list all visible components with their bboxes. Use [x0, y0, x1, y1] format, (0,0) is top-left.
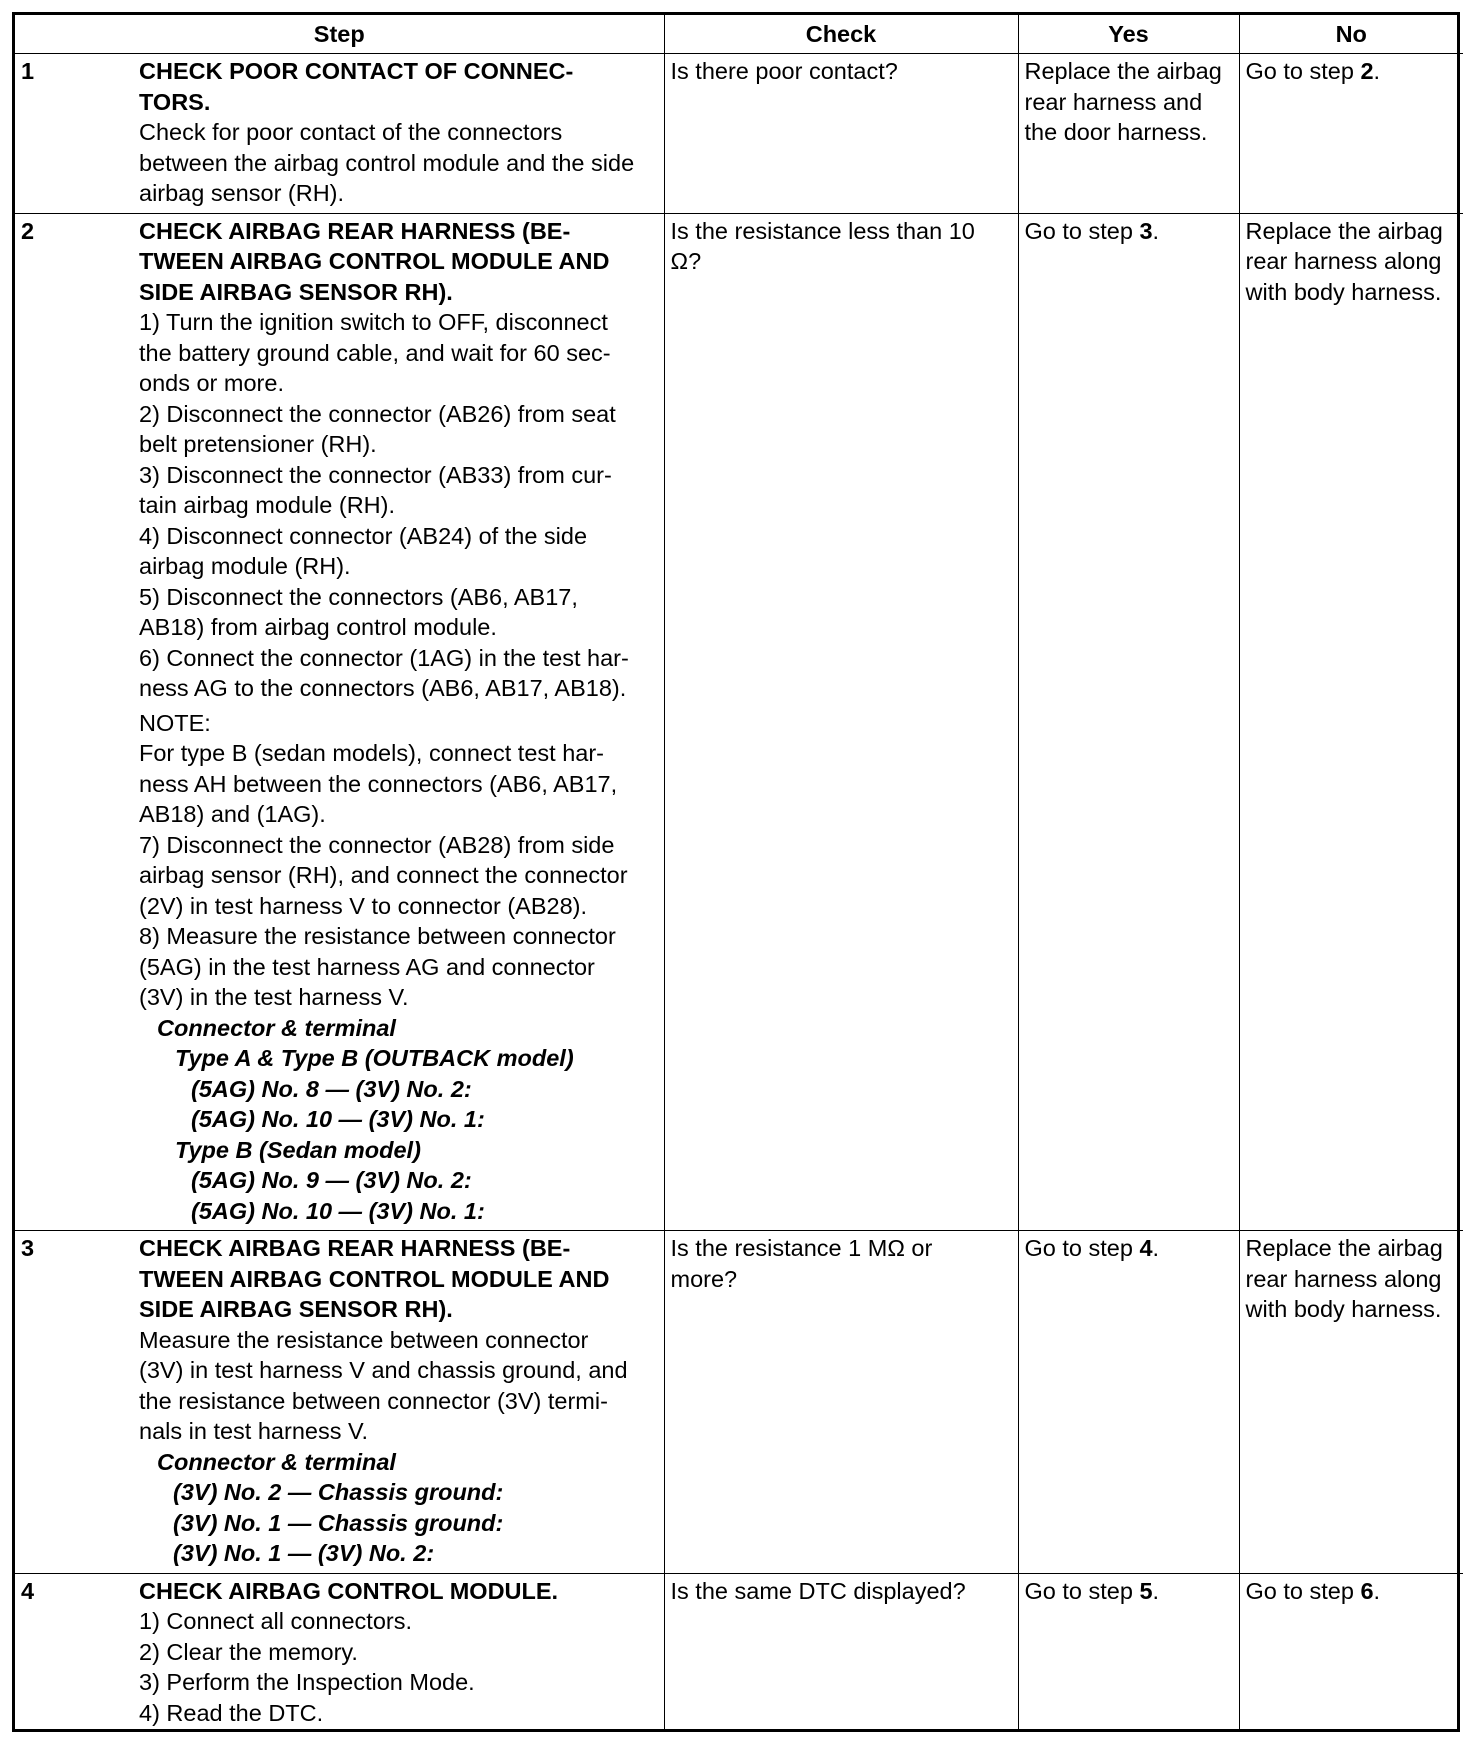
step-text-line: belt pretensioner (RH). — [139, 431, 377, 457]
step-text-line: 1) Turn the ignition switch to OFF, disconnect — [139, 309, 608, 335]
step-text-line: nals in test harness V. — [139, 1418, 369, 1444]
no-cell — [1239, 1573, 1463, 1732]
connector-terminal-heading: Connector & terminal — [157, 1014, 396, 1041]
no-text-line: rear harness along — [1245, 248, 1442, 274]
step-text-line: 4) Read the DTC. — [139, 1699, 324, 1726]
step-text-line: 4) Disconnect connector (AB24) of the side — [139, 522, 588, 549]
yes-suffix: . — [1152, 217, 1160, 244]
step-text-line: (5AG) in the test harness AG and connector — [139, 953, 595, 980]
header-check: Check — [664, 15, 1018, 54]
step-number: 1 — [15, 54, 133, 214]
step-title-line: CHECK AIRBAG REAR HARNESS (BE- — [139, 1235, 571, 1261]
yes-text-line: rear harness and — [1024, 88, 1203, 115]
no-suffix: . — [1373, 58, 1381, 84]
step-text-line: (2V) in test harness V to connector (AB28). — [139, 892, 588, 919]
terminal-group-label: Type A & Type B (OUTBACK model) — [175, 1045, 574, 1071]
step-title-line: CHECK POOR CONTACT OF CONNEC- — [139, 58, 574, 84]
terminal-item: (5AG) No. 9 — (3V) No. 2: — [191, 1167, 472, 1193]
step-text-line: 3) Disconnect the connector (AB33) from cur- — [139, 461, 612, 488]
step-text-line: 1) Connect all connectors. — [139, 1608, 413, 1634]
step-description — [133, 213, 664, 1231]
step-text-line: tain airbag module (RH). — [139, 492, 395, 518]
terminal-item: (3V) No. 1 — (3V) No. 2: — [173, 1540, 435, 1566]
yes-suffix: . — [1152, 1235, 1160, 1261]
step-text-line: airbag sensor (RH). — [139, 180, 345, 206]
no-step-link[interactable]: 6 — [1360, 1577, 1374, 1604]
yes-prefix: Go to step — [1024, 217, 1140, 244]
terminal-item: (5AG) No. 10 — (3V) No. 1: — [191, 1106, 485, 1132]
yes-cell — [1018, 54, 1239, 214]
step-number: 3 — [15, 1231, 133, 1574]
step-number: 2 — [15, 213, 133, 1231]
check-cell — [664, 213, 1018, 1231]
check-cell — [664, 1573, 1018, 1732]
step-title-line: TWEEN AIRBAG CONTROL MODULE AND — [139, 1265, 610, 1292]
step-text-line: 2) Clear the memory. — [139, 1638, 358, 1665]
step-text-line: 3) Perform the Inspection Mode. — [139, 1669, 475, 1695]
step-title-line: CHECK AIRBAG REAR HARNESS (BE- — [139, 217, 571, 244]
no-text-line: Replace the airbag — [1245, 1235, 1443, 1261]
no-cell — [1239, 54, 1463, 214]
check-cell — [664, 54, 1018, 214]
no-cell — [1239, 213, 1463, 1231]
note-text-line: ness AH between the connectors (AB6, AB17, — [139, 770, 618, 797]
check-cell — [664, 1231, 1018, 1574]
step-text-line: between the airbag control module and the side — [139, 149, 635, 176]
check-text-line: Ω? — [670, 248, 702, 274]
no-cell — [1239, 1231, 1463, 1574]
step-text-line: Measure the resistance between connector — [139, 1326, 589, 1353]
step-description — [133, 1231, 664, 1574]
step-text-line: AB18) from airbag control module. — [139, 614, 497, 640]
no-text-line: Replace the airbag — [1245, 217, 1443, 244]
note-text-line: AB18) and (1AG). — [139, 801, 326, 827]
yes-cell — [1018, 1231, 1239, 1574]
check-text-line: Is there poor contact? — [670, 58, 898, 84]
step-text-line: airbag module (RH). — [139, 553, 351, 579]
no-prefix: Go to step — [1245, 58, 1361, 84]
step-text-line: the battery ground cable, and wait for 60 sec- — [139, 339, 611, 366]
yes-cell — [1018, 213, 1239, 1231]
table-row — [15, 213, 1463, 1231]
diagnostic-table-frame — [12, 12, 1460, 1732]
step-text-line: the resistance between connector (3V) termi- — [139, 1387, 608, 1414]
no-text-line: with body harness. — [1245, 1296, 1442, 1322]
yes-text-line: the door harness. — [1024, 119, 1208, 145]
step-title-line: CHECK AIRBAG CONTROL MODULE. — [139, 1577, 559, 1604]
check-text-line: Is the resistance 1 MΩ or — [670, 1235, 933, 1261]
no-prefix: Go to step — [1245, 1577, 1361, 1604]
step-text-line: (3V) in the test harness V. — [139, 984, 409, 1010]
yes-text-line: Replace the airbag — [1024, 58, 1222, 84]
step-text-line: 7) Disconnect the connector (AB28) from side — [139, 831, 615, 858]
step-text-line: ness AG to the connectors (AB6, AB17, AB18). — [139, 675, 627, 701]
header-no: No — [1239, 15, 1463, 54]
step-number: 4 — [15, 1573, 133, 1732]
no-text-line: with body harness. — [1245, 278, 1442, 305]
yes-step-link[interactable]: 3 — [1139, 217, 1153, 244]
step-text-line: 6) Connect the connector (1AG) in the test har- — [139, 644, 629, 671]
step-text-line: airbag sensor (RH), and connect the connector — [139, 862, 628, 888]
terminal-item: (5AG) No. 10 — (3V) No. 1: — [191, 1197, 485, 1224]
yes-step-link[interactable]: 5 — [1139, 1577, 1153, 1604]
check-text-line: Is the same DTC displayed? — [670, 1577, 966, 1604]
note-text-line: For type B (sedan models), connect test har- — [139, 740, 604, 766]
check-text-line: more? — [670, 1265, 738, 1292]
step-description — [133, 1573, 664, 1732]
no-step-link[interactable]: 2 — [1360, 58, 1374, 84]
check-text-line: Is the resistance less than 10 — [670, 217, 975, 244]
table-header-row — [15, 15, 1463, 54]
yes-step-link[interactable]: 4 — [1139, 1235, 1153, 1261]
yes-prefix: Go to step — [1024, 1577, 1140, 1604]
terminal-group-label: Type B (Sedan model) — [175, 1136, 421, 1163]
step-title-line: SIDE AIRBAG SENSOR RH). — [139, 1296, 453, 1322]
step-text-line: (3V) in test harness V and chassis ground, and — [139, 1357, 628, 1383]
step-text-line: Check for poor contact of the connectors — [139, 119, 563, 145]
diagnostic-table — [15, 15, 1463, 1732]
yes-suffix: . — [1152, 1577, 1160, 1604]
step-title-line: TWEEN AIRBAG CONTROL MODULE AND — [139, 248, 610, 274]
table-row — [15, 1573, 1463, 1732]
step-text-line: 2) Disconnect the connector (AB26) from seat — [139, 400, 616, 427]
step-text-line: 5) Disconnect the connectors (AB6, AB17, — [139, 583, 578, 610]
step-text-line: 8) Measure the resistance between connector — [139, 923, 616, 949]
step-title-line: SIDE AIRBAG SENSOR RH). — [139, 278, 453, 305]
connector-terminal-heading: Connector & terminal — [157, 1448, 396, 1475]
no-text-line: rear harness along — [1245, 1265, 1442, 1292]
yes-cell — [1018, 1573, 1239, 1732]
yes-prefix: Go to step — [1024, 1235, 1140, 1261]
header-yes: Yes — [1018, 15, 1239, 54]
step-text-line: onds or more. — [139, 370, 284, 396]
table-row — [15, 1231, 1463, 1574]
terminal-item: (3V) No. 2 — Chassis ground: — [173, 1479, 504, 1505]
header-step: Step — [15, 15, 664, 54]
no-suffix: . — [1373, 1577, 1381, 1604]
step-description — [133, 54, 664, 214]
note-label: NOTE: — [139, 709, 211, 736]
terminal-item: (5AG) No. 8 — (3V) No. 2: — [191, 1075, 472, 1102]
step-title-line: TORS. — [139, 88, 211, 115]
terminal-item: (3V) No. 1 — Chassis ground: — [173, 1509, 504, 1536]
table-row — [15, 54, 1463, 214]
